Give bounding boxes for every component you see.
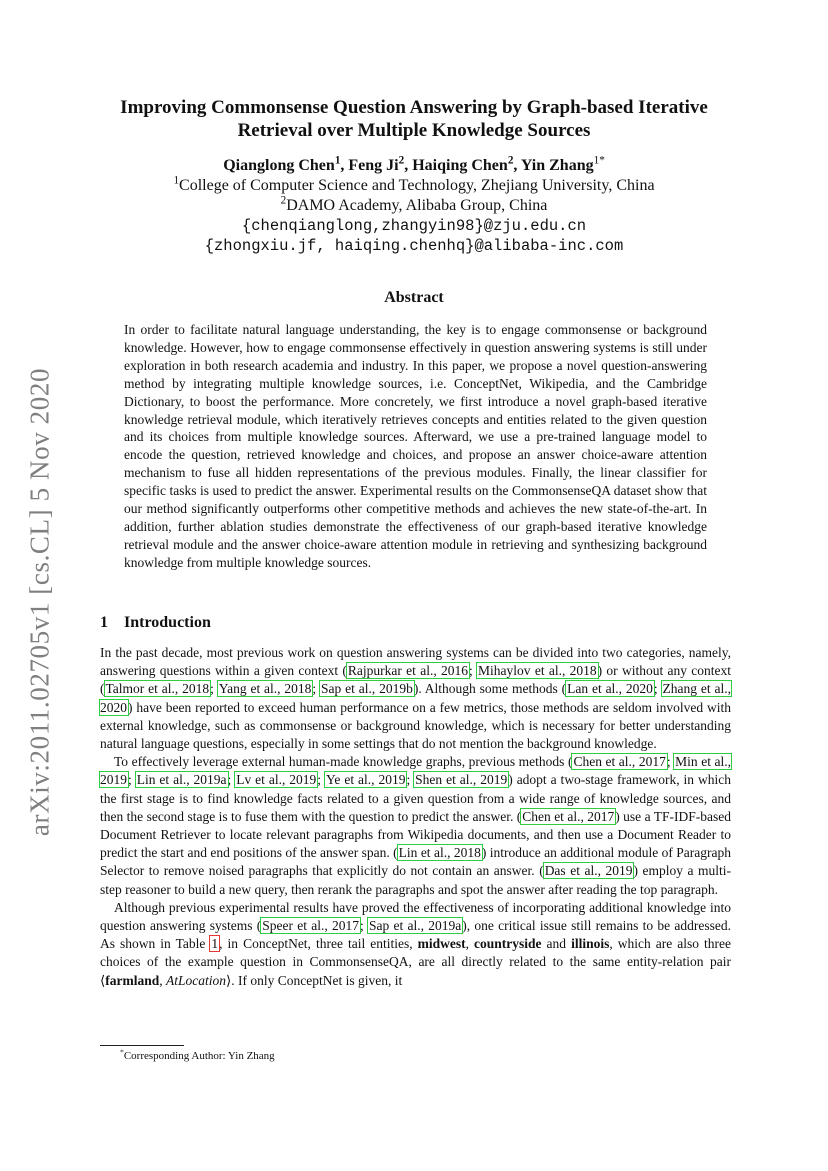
author-1: Qianglong Chen [223, 157, 335, 174]
bold-term: midwest [417, 936, 466, 952]
author-list: Qianglong Chen$^1$, Feng Ji$^2$, Haiqing Chen$^2$, Yin Zhang$^{1*}$ [223, 154, 605, 174]
citation-link[interactable]: Speer et al., 2017 [262, 918, 359, 934]
citation-link[interactable]: Yang et al., 2018 [218, 681, 312, 697]
text-run: ; [210, 681, 218, 697]
section-title: Introduction [124, 614, 211, 631]
text-run: ) use a TF-IDF-based Document Retriever to locate relevant paragraphs from Wikipedia documents, and then use a Document Reader to predict the start and end positions of the answer span. ( [100, 808, 731, 861]
footnote-rule [100, 1045, 184, 1046]
text-run: , which are also three choices of the example question in CommonsenseQA, are all directly related to the same entity-relation pair ⟨ [100, 936, 732, 988]
citation-link[interactable]: Sap et al., 2019b [321, 681, 413, 697]
text-run: ) adopt a two-stage framework, in which the first stage is to find knowledge facts related to a given question from a wide range of knowledge sources, and then the second stage is to fuse them with the question to predict the answer. ( [100, 772, 731, 824]
citation-link[interactable]: Ye et al., 2019 [326, 772, 406, 788]
text-run: ; [128, 772, 136, 788]
author-2-affil: 2 [398, 154, 405, 167]
footnote-mark: * [120, 1047, 124, 1057]
author-4-affil: 1* [593, 154, 605, 167]
citation-link[interactable]: Shen et al., 2019 [415, 772, 508, 788]
citation-link[interactable]: Lin et al., 2018 [398, 845, 481, 861]
bold-term: farmland [105, 972, 160, 988]
arxiv-identifier: arXiv:2011.02705v1 [cs.CL] 5 Nov 2020 [24, 367, 55, 837]
table-reference-link[interactable]: 1 [211, 936, 219, 952]
affiliation-2 [95, 196, 733, 216]
citation-link[interactable]: Chen et al., 2017 [522, 808, 615, 824]
text-run: ; [406, 772, 415, 788]
footnote [120, 1047, 275, 1062]
text-run: ⟩. If only ConceptNet is given, it [226, 972, 403, 988]
paragraph-1 [100, 644, 731, 753]
title-line-2: Retrieval over Multiple Knowledge Sources [237, 120, 591, 141]
italic-term: AtLocation [166, 972, 227, 988]
title-line-1: Improving Commonsense Question Answering by Graph-based Iterative [120, 97, 708, 118]
text-run: ; [317, 772, 325, 788]
affiliation-1-mark: 1 [173, 174, 180, 187]
text-run: ) introduce an additional module of Paragraph Selector to remove noised paragraphs that explicitly do not contain an answer. ( [100, 845, 732, 879]
citation-link[interactable]: Das et al., 2019 [544, 863, 633, 879]
text-run: ). Although some methods ( [413, 681, 567, 697]
paper-title [95, 96, 733, 142]
text-run: ) or without any context ( [100, 663, 732, 697]
text-run: ; [653, 681, 662, 697]
arxiv-sidebar-stamp [22, 366, 58, 838]
text-run: , in ConceptNet, three tail entities, [219, 936, 418, 952]
abstract-body: In order to facilitate natural language understanding, the key is to engage commonsense or background knowledge. However, how to engage commonsense effectively in question answering systems is still under exploration in both research academia and industry. In this paper, we propose a novel question-answering method by integrating multiple knowledge sources, i.e. ConceptNet, Wikipedia, and the Cambridge Dictionary, to boost the performance. More concretely, we first introduce a novel graph-based iterative knowledge retrieval module, which iteratively retrieves concepts and entities related to the given question and its choices from multiple knowledge sources. Afterward, we use a pre-trained language model to encode the question, retrieved knowledge and choices, and propose an answer choice-aware attention mechanism to fuse all hidden representations of the previous modules. Finally, the linear classifier for specific tasks is used to predict the answer. Experimental results on the CommonsenseQA dataset show that our method significantly outperforms other competitive methods and achieves the new state-of-the-art. In addition, further ablation studies demonstrate the effectiveness of our graph-based iterative knowledge retrieval module and the answer choice-aware attention module in retrieving and synthesizing background knowledge from multiple knowledge sources. [124, 322, 707, 570]
text-run: ; [469, 663, 478, 679]
paragraph-3 [100, 899, 731, 990]
text-run: , [465, 936, 475, 952]
author-1-affil: 1 [334, 154, 341, 167]
citation-link[interactable]: Talmor et al., 2018 [105, 681, 210, 697]
author-3: Haiqing Chen [412, 157, 508, 174]
citation-link[interactable]: Min et al., 2019 [100, 754, 732, 788]
citation-link[interactable]: Sap et al., 2019a [369, 918, 462, 934]
text-run: ; [360, 918, 369, 934]
author-4: Yin Zhang [520, 157, 594, 174]
text-run: To effectively leverage external human-made knowledge graphs, previous methods ( [114, 754, 573, 770]
citation-link[interactable]: Mihaylov et al., 2018 [478, 663, 597, 679]
affiliation-2-mark: 2 [280, 194, 287, 207]
text-run: ), one critical issue still remains to be addressed. As shown in Table [100, 918, 731, 952]
text-run: Although previous experimental results have proved the effectiveness of incorporating additional knowledge into question answering systems ( [100, 899, 731, 934]
email-line-1: {chenqianglong,zhangyin98}@zju.edu.cn [241, 217, 587, 235]
citation-link[interactable]: Rajpurkar et al., 2016 [347, 663, 468, 679]
text-run: In the past decade, most previous work on question answering systems can be divided into two categories, namely, answering questions within a given context ( [100, 645, 731, 679]
citation-link[interactable]: Lin et al., 2019a [136, 772, 227, 788]
section-number: 1 [100, 614, 108, 631]
email-line-2: {zhongxiu.jf, haiqing.chenhq}@alibaba-inc.com [204, 237, 624, 255]
text-run: ; [666, 754, 675, 770]
affiliation-2-text: DAMO Academy, Alibaba Group, China [286, 197, 548, 214]
citation-link[interactable]: Zhang et al., 2020 [100, 681, 731, 715]
affiliation-1 [95, 176, 733, 196]
text-run: ) have been reported to exceed human performance on a few metrics, those methods are seldom involved with external knowledge, such as commonsense or background knowledge, which is necessary for better understanding natural language questions, especially in some settings that do not mention the background knowledge. [100, 699, 731, 752]
bold-term: illinois [571, 936, 610, 952]
author-2: Feng Ji [348, 157, 399, 174]
affiliation-1-text: College of Computer Science and Technology, Zhejiang University, China [179, 177, 655, 194]
text-run: and [541, 936, 572, 952]
bold-term: countryside [474, 936, 542, 952]
paragraph-2 [100, 753, 731, 899]
citation-link[interactable]: Lan et al., 2020 [567, 681, 653, 697]
footnote-text: Corresponding Author: Yin Zhang [123, 1050, 275, 1062]
citation-link[interactable]: Chen et al., 2017 [573, 754, 666, 770]
introduction-body [100, 644, 731, 990]
section-heading [100, 614, 211, 632]
text-run: ; [227, 772, 236, 788]
text-run: , [159, 972, 167, 988]
text-run: ) employ a multi-step reasoner to build a new query, then rerank the paragraphs and spot the answer after reading the top paragraph. [100, 863, 731, 897]
citation-link[interactable]: Lv et al., 2019 [236, 772, 317, 788]
abstract-heading: Abstract [384, 289, 444, 306]
author-3-affil: 2 [507, 154, 514, 167]
text-run: ; [312, 681, 321, 697]
